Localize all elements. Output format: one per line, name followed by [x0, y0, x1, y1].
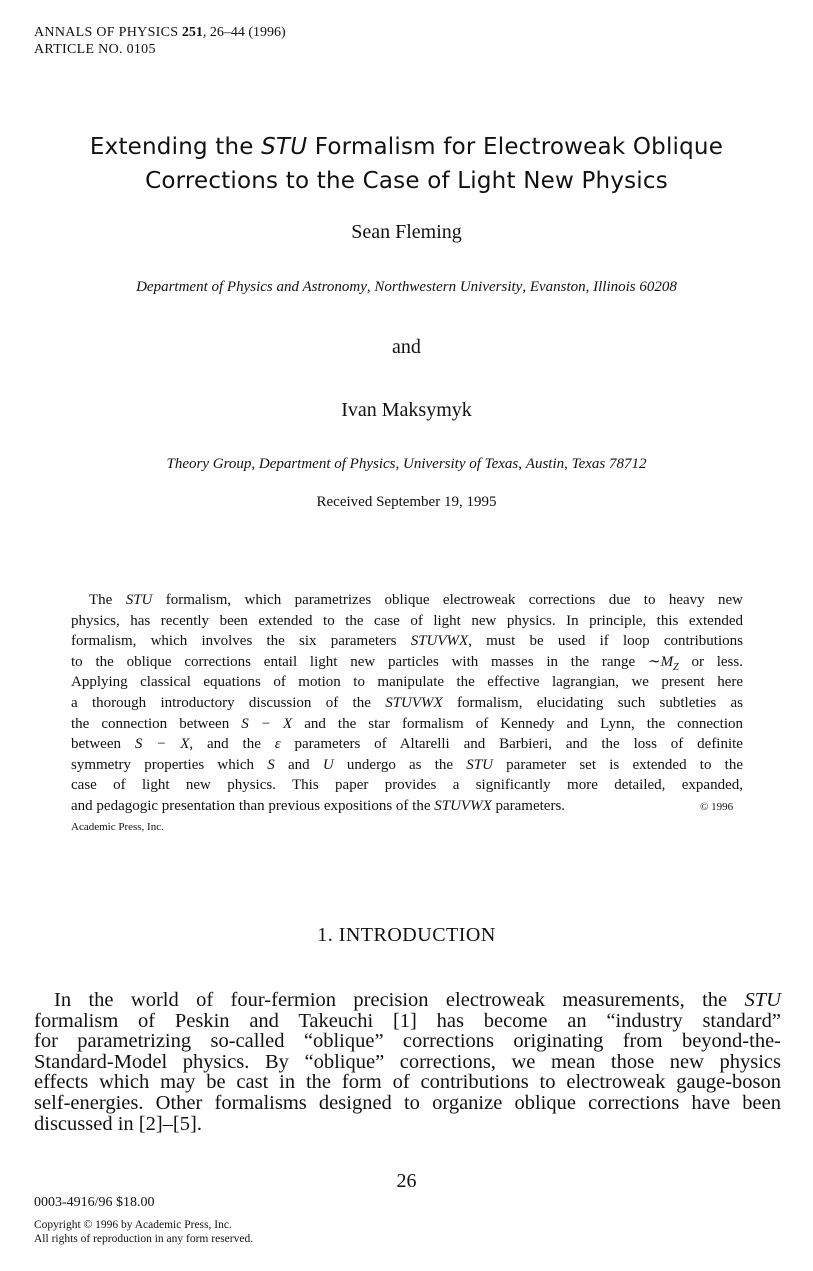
abstract-publisher: Academic Press, Inc.	[71, 821, 164, 833]
journal-volume: 251	[181, 25, 203, 40]
abstract-line: to the oblique corrections entail light new particles with masses in the range $\sim M_Z$ or less.	[71, 653, 743, 673]
intro-line: effects which may be cast in the form of contributions to electroweak gauge-boson	[34, 1071, 781, 1094]
journal-citation	[34, 24, 286, 41]
abstract	[71, 590, 743, 817]
abstract-line: The STU formalism, which parametrizes oblique electroweak corrections due to heavy new	[89, 592, 743, 608]
intro-line: self-energies. Other formalisms designed to organize oblique corrections have been	[34, 1091, 781, 1114]
footer	[34, 1195, 253, 1246]
intro-line: In the world of four-fermion precision electroweak measurements, the STU	[54, 989, 781, 1011]
footer-rights: All rights of reproduction in any form reserved.	[34, 1233, 254, 1245]
title-text: Extending the	[89, 134, 262, 160]
abstract-line: the connection between S − X and the star formalism of Kennedy and Lynn, the connection	[71, 715, 743, 732]
received-date: Received September 19, 1995	[316, 494, 497, 510]
author-affiliation: Theory Group, Department of Physics, University of Texas, Austin, Texas 78712	[166, 456, 647, 472]
abstract-line: a thorough introductory discussion of the STUVWX formalism, elucidating such subtleties as	[71, 694, 744, 711]
footer-price: 0003-4916/96 $18.00	[34, 1195, 155, 1210]
author-separator: and	[392, 336, 421, 358]
page-number: 26	[396, 1170, 417, 1192]
title-line-2: Corrections to the Case of Light New Physics	[145, 168, 668, 194]
article-number: ARTICLE NO. 0105	[34, 42, 156, 57]
author-name: Ivan Maksymyk	[341, 399, 472, 421]
paper-title	[40, 130, 773, 198]
title-line-1	[40, 130, 773, 164]
author-name: Sean Fleming	[351, 221, 462, 243]
title-italic-text: STU	[261, 134, 308, 160]
journal-pages: , 26–44 (1996)	[202, 25, 286, 40]
intro-line: discussed in [2]–[5].	[34, 1112, 202, 1135]
journal-header	[34, 24, 286, 58]
intro-paragraph	[34, 988, 781, 1135]
journal-name: ANNALS OF PHYSICS	[34, 25, 179, 40]
section-heading: 1. INTRODUCTION	[317, 924, 496, 946]
author-affiliation: Department of Physics and Astronomy, Northwestern University, Evanston, Illinois 60208	[136, 279, 677, 295]
abstract-line: Applying classical equations of motion to manipulate the effective lagrangian, we present here	[71, 674, 743, 691]
abstract-line: case of light new physics. This paper provides a significantly more detailed, expanded,	[71, 777, 743, 794]
abstract-line: between S − X, and the ε parameters of Altarelli and Barbieri, and the loss of definite	[71, 736, 743, 753]
abstract-line: physics, has recently been extended to the case of light new physics. In principle, this extended	[71, 612, 743, 629]
footer-copyright: Copyright © 1996 by Academic Press, Inc.	[34, 1219, 232, 1231]
abstract-line: and pedagogic presentation than previous expositions of the STUVWX parameters.	[71, 797, 566, 814]
abstract-copyright: © 1996	[700, 801, 734, 813]
intro-line: for parametrizing so-called “oblique” corrections originating from beyond-the-	[34, 1030, 781, 1053]
intro-line: formalism of Peskin and Takeuchi [1] has become an “industry standard”	[34, 1009, 781, 1032]
abstract-line: symmetry properties which S and U undergo as the STU parameter set is extended to the	[71, 756, 744, 773]
intro-line: Standard-Model physics. By “oblique” corrections, we mean those new physics	[34, 1050, 781, 1073]
title-text: Formalism for Electroweak Oblique	[307, 134, 724, 160]
abstract-line: formalism, which involves the six parameters STUVWX, must be used if loop contributions	[71, 633, 743, 650]
